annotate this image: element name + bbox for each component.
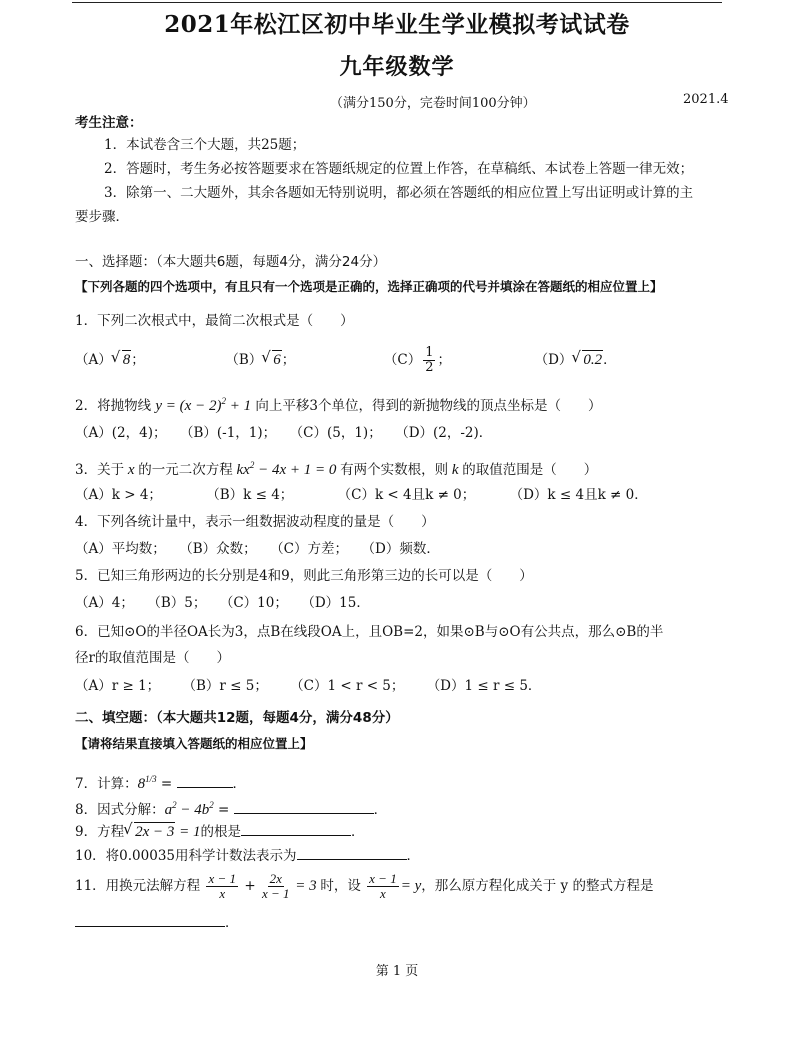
q3-stem-mid2: 有两个实数根，则 bbox=[340, 462, 449, 478]
section2-heading: 二、填空题：（本大题共12题，每题4分，满分48分） bbox=[75, 710, 399, 726]
section1-heading: 一、选择题：（本大题共6题，每题4分，满分24分） bbox=[75, 254, 387, 270]
q1-d-label: （D） bbox=[534, 352, 573, 368]
top-rule bbox=[72, 2, 722, 3]
q10-stem: 10．将0.00035用科学计数法表示为 bbox=[75, 848, 297, 864]
q7: 7．计算：$8^{1/3}$ = ． bbox=[75, 774, 247, 792]
q3-option-c: （C）k < 4且k ≠ 0； bbox=[337, 487, 476, 503]
q1-d-value: 0.2 bbox=[583, 352, 603, 368]
q11-blank[interactable] bbox=[75, 914, 225, 927]
q6-line1: 6．已知⊙O的半径OA长为3，点B在线段OA上，且OB=2，如果⊙B与⊙O有公共点，那么⊙B的半 bbox=[75, 624, 664, 640]
q6-option-a: （A）r ≥ 1； bbox=[75, 678, 161, 694]
q7-stem: 7．计算： bbox=[75, 776, 138, 792]
q11-answer-line: ． bbox=[75, 914, 239, 932]
q6-option-b: （B）r ≤ 5； bbox=[182, 678, 268, 694]
q7-expression: $8^{1/3}$ bbox=[137, 774, 157, 792]
q6-options bbox=[75, 677, 541, 695]
q1-a-label: （A） bbox=[75, 352, 112, 368]
notice-item-3-cont: 要步骤． bbox=[75, 209, 129, 225]
exam-title: 2021年松江区初中毕业生学业模拟考试试卷 bbox=[164, 11, 630, 38]
q3-stem: 3．关于 x 的一元二次方程 $kx^2 - 4x + 1 = 0$ 有两个实数根，则 k 的取值范围是（ ） bbox=[75, 460, 598, 478]
q1-c-num: 1 bbox=[425, 345, 434, 360]
exam-subtitle: 九年级数学 bbox=[339, 54, 455, 80]
notice-item-2: 2．答题时，考生务必按答题要求在答题纸规定的位置上作答，在草稿纸、本试卷上答题一律无效； bbox=[104, 161, 694, 177]
q3-stem-post: 的取值范围是（ ） bbox=[462, 462, 598, 478]
q1-options: （A）√ 8； （B）√ 6； （C） $\frac{1}{2}$ ； （D）√ 0.2． bbox=[75, 346, 617, 375]
q10: 10．将0.00035用科学计数法表示为 ． bbox=[75, 848, 421, 864]
notice-item-1: 1．本试卷含三个大题，共25题； bbox=[104, 137, 306, 153]
q1-a-value: 8 bbox=[122, 352, 131, 368]
q8-stem: 8．因式分解： bbox=[75, 802, 165, 818]
q5-options: （A）4； （B）5； （C）10； （D）15． bbox=[75, 595, 370, 611]
q1-stem: 1．下列二次根式中，最简二次根式是（ ） bbox=[75, 313, 354, 329]
q1-c-label: （C） bbox=[383, 352, 422, 368]
q11: 11．用换元法解方程 $\frac{x - 1}{x}$ + $\frac{2x}{x - 1}$ = 3 时，设 $\frac{x - 1}{x}$ = y，那么原方程化成关于 y 的整式方程是 bbox=[75, 871, 654, 901]
q2-formula: $y = (x - 2)^2 + 1$ bbox=[155, 396, 252, 414]
q2-stem-post: 向上平移3个单位，得到的新抛物线的顶点坐标是（ ） bbox=[255, 398, 602, 414]
q9-stem-post: 的根是 bbox=[200, 824, 241, 840]
section2-instruction: 【请将结果直接填入答题纸的相应位置上】 bbox=[75, 736, 313, 751]
q2-stem bbox=[75, 392, 601, 415]
q8-expression: $a^2 - 4b^2$ bbox=[164, 800, 214, 818]
q3-option-b: （B）k ≤ 4； bbox=[206, 487, 294, 503]
q11-stem-pre: 11．用换元法解方程 bbox=[75, 878, 201, 894]
q11-stem-post: ，那么原方程化成关于 y 的整式方程是 bbox=[421, 878, 654, 894]
q4-stem: 4．下列各统计量中，表示一组数据波动程度的量是（ ） bbox=[75, 514, 435, 530]
q8: 8．因式分解：$a^2 - 4b^2$ = ． bbox=[75, 800, 388, 818]
q9-radicand: 2x − 3 bbox=[135, 824, 175, 840]
q3-stem-pre: 3．关于 bbox=[75, 462, 125, 478]
section1-instruction: 【下列各题的四个选项中，有且只有一个选项是正确的，选择正确项的代号并填涂在答题纸的相应位置上】 bbox=[75, 279, 663, 294]
q3-equation: $kx^2 - 4x + 1 = 0$ bbox=[232, 460, 341, 478]
q1-c-den: 2 bbox=[425, 360, 434, 375]
notice-item-3: 3．除第一、二大题外，其余各题如无特别说明，都必须在答题纸的相应位置上写出证明或计算的主 bbox=[104, 185, 694, 201]
q2-stem-pre: 2．将抛物线 bbox=[75, 398, 152, 414]
q7-blank[interactable] bbox=[177, 775, 233, 788]
q9-stem: 9．方程 bbox=[75, 824, 125, 840]
q6-option-d: （D）1 ≤ r ≤ 5． bbox=[426, 678, 542, 694]
page-number: 第 1 页 bbox=[375, 964, 419, 979]
q9: 9．方程√ 2x − 3 = 1的根是 ． bbox=[75, 822, 365, 841]
exam-info: （满分150分，完卷时间100分钟） bbox=[330, 96, 536, 111]
q5-stem: 5．已知三角形两边的长分别是4和9，则此三角形第三边的长可以是（ ） bbox=[75, 568, 533, 584]
q4-options: （A）平均数； （B）众数； （C）方差； （D）频数． bbox=[75, 541, 440, 557]
q6-line2: 径r的取值范围是（ ） bbox=[75, 650, 230, 666]
q6-option-c: （C）1 < r < 5； bbox=[290, 678, 405, 694]
q3-stem-mid: 的一元二次方程 bbox=[138, 462, 233, 478]
q8-blank[interactable] bbox=[234, 801, 374, 814]
q1-b-value: 6 bbox=[273, 352, 281, 368]
q11-stem-mid: 时，设 bbox=[320, 878, 361, 894]
q2-options: （A）(2，4)； （B）(-1，1)； （C）(5，1)； （D）(2，-2)． bbox=[75, 425, 493, 441]
q1-b-label: （B） bbox=[225, 352, 263, 368]
q3-option-d: （D）k ≤ 4且k ≠ 0． bbox=[509, 487, 648, 503]
q9-blank[interactable] bbox=[241, 823, 351, 836]
q10-blank[interactable] bbox=[297, 847, 407, 860]
exam-date: 2021.4 bbox=[683, 92, 729, 107]
notice-heading: 考生注意： bbox=[75, 115, 143, 131]
q3-option-a: （A）k > 4； bbox=[75, 487, 162, 503]
q3-options bbox=[75, 486, 648, 504]
